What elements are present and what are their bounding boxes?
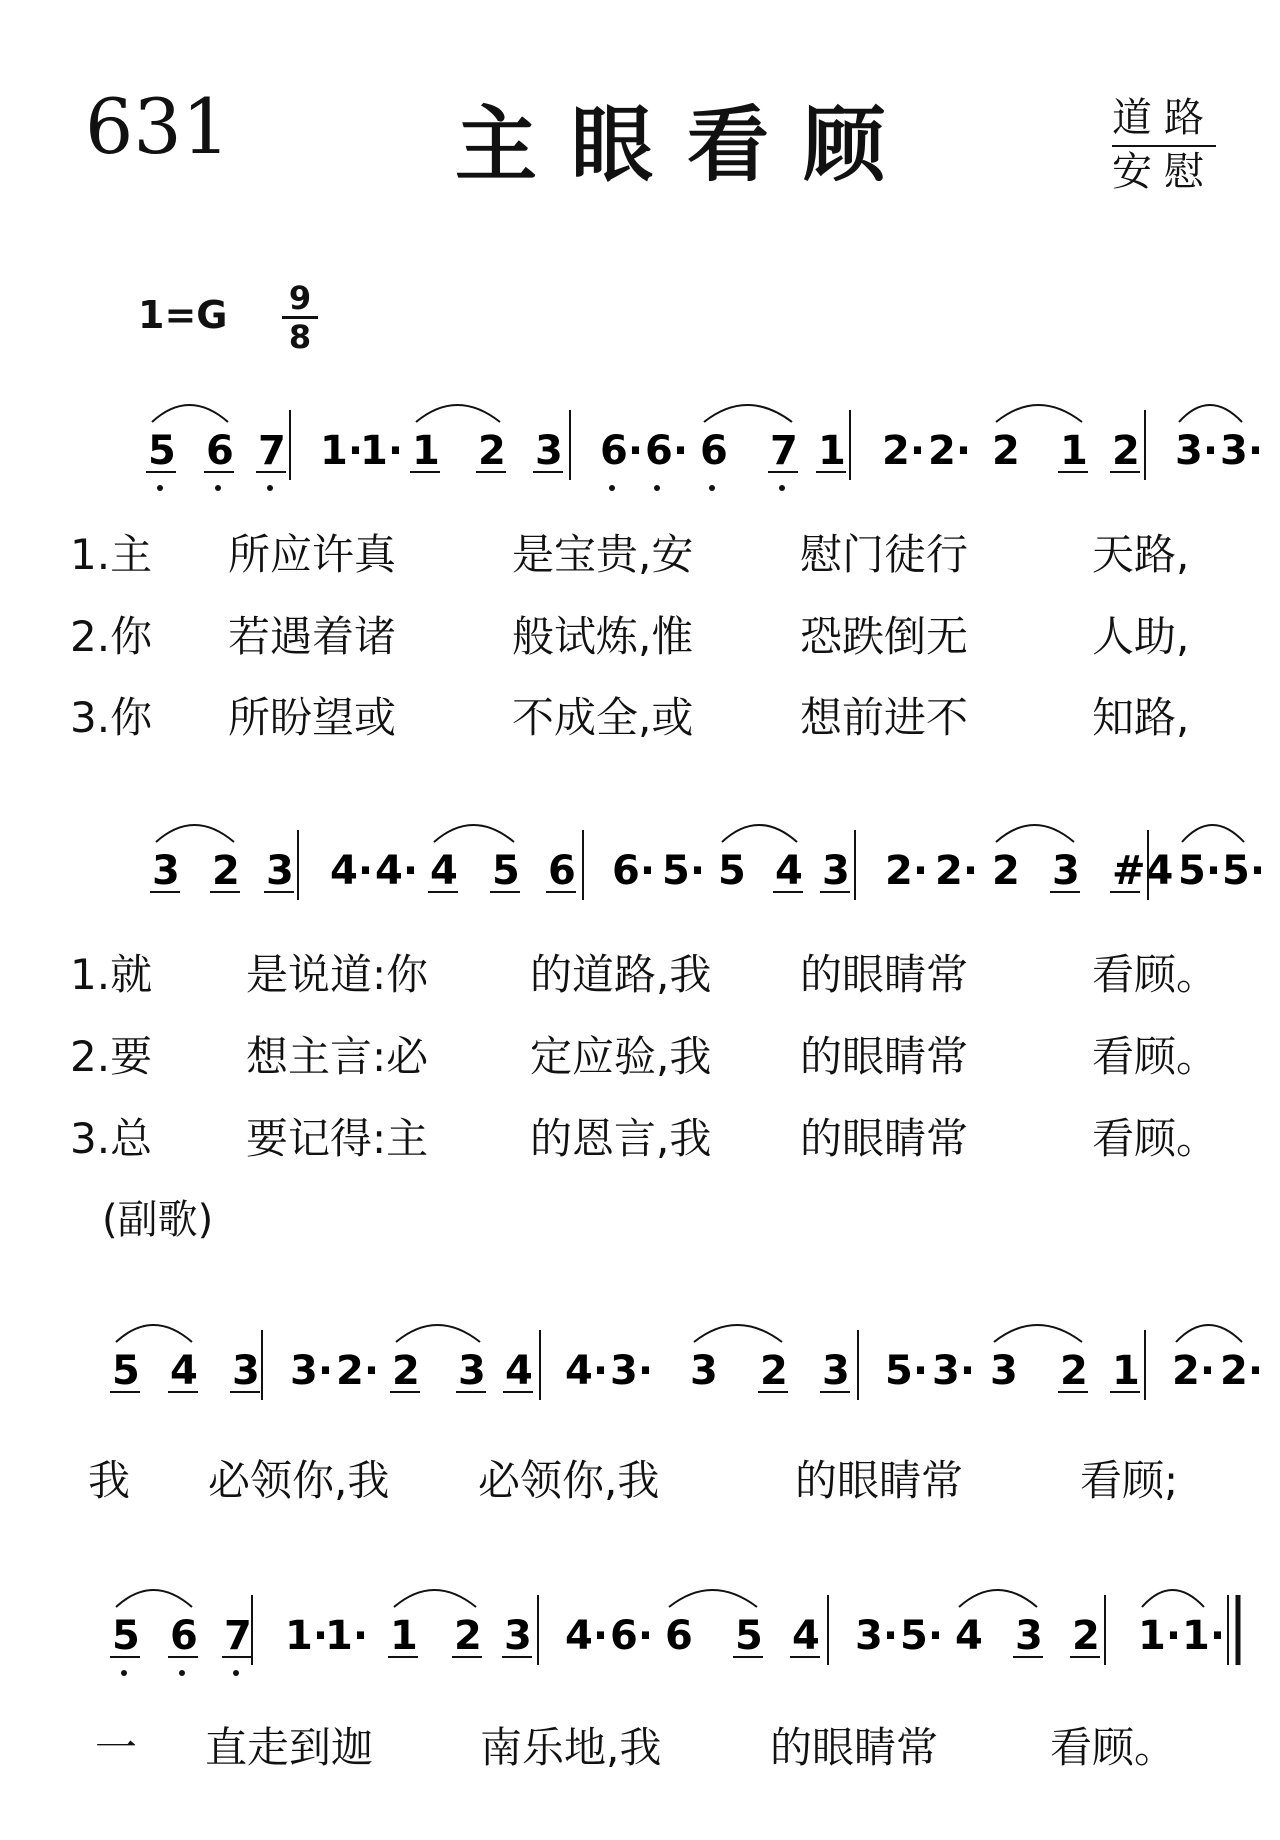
lyric-segment: 的眼睛常 — [770, 1723, 939, 1772]
lyric-segment: 是说道:你 — [246, 950, 429, 999]
slur-arc — [1182, 825, 1244, 842]
note: 3 — [232, 1348, 260, 1394]
notation-svg — [0, 800, 1280, 950]
note: 3· — [855, 1613, 899, 1659]
note: 7 — [258, 428, 286, 474]
lyric-segment: 想前进不 — [800, 693, 969, 742]
lyric-segment: 一 — [95, 1723, 138, 1772]
note: 4· — [330, 848, 374, 894]
slur-arc — [722, 825, 797, 842]
note: 3· — [610, 1348, 654, 1394]
note: 1 — [1112, 1348, 1140, 1394]
note: 1 — [390, 1613, 418, 1659]
note: 2· — [935, 848, 979, 894]
note: 5· — [900, 1613, 944, 1659]
note: 6· — [612, 848, 656, 894]
note: 6· — [610, 1613, 654, 1659]
note: 2 — [992, 848, 1020, 894]
lyric-line-4 — [0, 1715, 1280, 1775]
meter-bottom: 8 — [282, 316, 318, 355]
low-octave-dot — [233, 1670, 239, 1676]
note: 2 — [1060, 1348, 1088, 1394]
lyric-segment: 看顾。 — [1050, 1723, 1177, 1772]
note: 3 — [266, 848, 294, 894]
note: 3 — [458, 1348, 486, 1394]
lyric-segment: 看顾。 — [1092, 950, 1219, 999]
note: #4 — [1112, 848, 1174, 894]
note: 1· — [1138, 1613, 1182, 1659]
note: 1· — [1182, 1613, 1226, 1659]
notation-line-1 — [0, 380, 1280, 530]
note: 1· — [325, 1613, 369, 1659]
lyric-segment: 定应验,我 — [530, 1032, 712, 1081]
lyric-segment: 不成全,或 — [512, 693, 694, 742]
note: 3 — [690, 1348, 718, 1394]
hymn-number: 631 — [85, 82, 231, 171]
note: 1 — [1060, 428, 1088, 474]
lyric-segment: 知路, — [1092, 693, 1190, 742]
lyric-segment: 的眼睛常 — [800, 1032, 969, 1081]
notation-svg — [0, 1300, 1280, 1450]
notation-line-3 — [0, 1300, 1280, 1450]
note: 5 — [718, 848, 746, 894]
lyric-segment: 看顾。 — [1092, 1032, 1219, 1081]
low-octave-dot — [267, 485, 273, 491]
slur-arc — [996, 825, 1074, 842]
note: 1· — [360, 428, 404, 474]
note: 6 — [665, 1613, 693, 1659]
lyric-segment: 必领你,我 — [478, 1456, 660, 1505]
note: 5 — [492, 848, 520, 894]
low-octave-dot — [215, 485, 221, 491]
note: 2 — [478, 428, 506, 474]
note: 4· — [565, 1348, 609, 1394]
credit-category: 安慰 — [1112, 149, 1216, 195]
lyric-segment: 南乐地,我 — [480, 1723, 662, 1772]
note: 3· — [290, 1348, 334, 1394]
low-octave-dot — [779, 485, 785, 491]
note: 6· — [600, 428, 644, 474]
lyric-segment: 若遇着诸 — [228, 612, 397, 661]
note: 2 — [760, 1348, 788, 1394]
notation-svg — [0, 1565, 1280, 1715]
lyric-segment: 直走到迦 — [205, 1723, 374, 1772]
note: 3 — [535, 428, 563, 474]
note: 3· — [932, 1348, 976, 1394]
lyric-line-1-verse-3 — [0, 685, 1280, 745]
note: 1 — [818, 428, 846, 474]
note: 4· — [375, 848, 419, 894]
lyric-segment: 1.就 — [70, 950, 153, 999]
lyric-line-2-verse-3 — [0, 1106, 1280, 1166]
note: 7 — [770, 428, 798, 474]
lyric-segment: 2.要 — [70, 1032, 153, 1081]
notation-svg — [0, 380, 1280, 530]
slur-arc — [704, 405, 792, 422]
slur-arc — [416, 405, 500, 422]
lyric-segment: 是宝贵,安 — [512, 530, 694, 579]
lyric-segment: 看顾。 — [1092, 1114, 1219, 1163]
note: 3· — [1175, 428, 1219, 474]
slur-arc — [1179, 405, 1242, 422]
note: 2 — [1112, 428, 1140, 474]
lyric-segment: 的恩言,我 — [530, 1114, 712, 1163]
note: 3 — [504, 1613, 532, 1659]
lyric-segment: 想主言:必 — [246, 1032, 429, 1081]
hymn-title: 主眼看顾 — [455, 98, 920, 193]
lyric-segment: 人助, — [1092, 612, 1190, 661]
note: 3 — [822, 848, 850, 894]
lyric-segment: 慰门徒行 — [800, 530, 969, 579]
lyric-segment: 1.主 — [70, 530, 153, 579]
note: 3 — [990, 1348, 1018, 1394]
lyric-segment: 3.你 — [70, 693, 153, 742]
lyric-segment: 般试炼,惟 — [512, 612, 694, 661]
slur-arc — [396, 1325, 480, 1342]
slur-arc — [959, 1590, 1037, 1607]
credit-lyricist: 道路 — [1112, 86, 1216, 147]
note: 2 — [1072, 1613, 1100, 1659]
note: 4· — [565, 1613, 609, 1659]
low-octave-dot — [609, 485, 615, 491]
note: 7 — [224, 1613, 252, 1659]
key-signature: 1=G — [138, 293, 228, 337]
low-octave-dot — [654, 485, 660, 491]
notation-line-4 — [0, 1565, 1280, 1715]
note: 2 — [454, 1613, 482, 1659]
note: 3· — [1220, 428, 1264, 474]
note: 2· — [336, 1348, 380, 1394]
lyric-segment: 的眼睛常 — [800, 950, 969, 999]
note: 5 — [112, 1348, 140, 1394]
note: 1· — [320, 428, 364, 474]
note: 2· — [1220, 1348, 1264, 1394]
lyric-segment: 必领你,我 — [208, 1456, 390, 1505]
lyric-segment: 我 — [88, 1456, 131, 1505]
slur-arc — [694, 1325, 782, 1342]
lyric-line-1-verse-1 — [0, 522, 1280, 582]
slur-arc — [996, 405, 1082, 422]
low-octave-dot — [179, 1670, 185, 1676]
note: 3 — [152, 848, 180, 894]
note: 3 — [822, 1348, 850, 1394]
note: 4 — [792, 1613, 820, 1659]
lyric-segment: 看顾; — [1080, 1456, 1179, 1505]
note: 4 — [170, 1348, 198, 1394]
note: 6 — [700, 428, 728, 474]
lyric-segment: 3.总 — [70, 1114, 153, 1163]
note: 6 — [170, 1613, 198, 1659]
note: 2 — [212, 848, 240, 894]
lyric-segment: 天路, — [1092, 530, 1190, 579]
note: 5· — [1222, 848, 1266, 894]
time-signature — [282, 280, 318, 355]
chorus-label: (副歌) — [102, 1197, 214, 1243]
low-octave-dot — [157, 485, 163, 491]
note: 2· — [885, 848, 929, 894]
lyric-segment: 所盼望或 — [228, 693, 397, 742]
meter-top: 9 — [288, 279, 312, 317]
note: 2 — [392, 1348, 420, 1394]
note: 4 — [430, 848, 458, 894]
note: 5 — [148, 428, 176, 474]
low-octave-dot — [709, 485, 715, 491]
note: 1 — [412, 428, 440, 474]
note: 4 — [505, 1348, 533, 1394]
note: 3 — [1052, 848, 1080, 894]
note: 5· — [662, 848, 706, 894]
notation-line-2 — [0, 800, 1280, 950]
note: 4 — [955, 1613, 983, 1659]
low-octave-dot — [121, 1670, 127, 1676]
lyric-segment: 的眼睛常 — [800, 1114, 969, 1163]
note: 1· — [285, 1613, 329, 1659]
note: 5· — [1178, 848, 1222, 894]
note: 2 — [992, 428, 1020, 474]
note: 5· — [885, 1348, 929, 1394]
note: 6 — [206, 428, 234, 474]
note: 2· — [928, 428, 972, 474]
slur-arc — [994, 1325, 1082, 1342]
lyric-line-3 — [0, 1448, 1280, 1508]
lyric-segment: 的道路,我 — [530, 950, 712, 999]
slur-arc — [1142, 1590, 1204, 1607]
note: 2· — [882, 428, 926, 474]
lyric-segment: 要记得:主 — [246, 1114, 429, 1163]
lyric-segment: 恐跌倒无 — [800, 612, 969, 661]
lyric-line-2-verse-2 — [0, 1024, 1280, 1084]
slur-arc — [394, 1590, 476, 1607]
slur-arc — [1176, 1325, 1242, 1342]
slur-arc — [669, 1590, 757, 1607]
note: 5 — [112, 1613, 140, 1659]
note: 2· — [1172, 1348, 1216, 1394]
slur-arc — [152, 405, 228, 422]
lyric-line-2-verse-1 — [0, 942, 1280, 1002]
lyric-segment: 所应许真 — [228, 530, 397, 579]
slur-arc — [116, 1590, 192, 1607]
note: 4 — [775, 848, 803, 894]
slur-arc — [434, 825, 514, 842]
slur-arc — [116, 1325, 192, 1342]
lyric-segment: 2.你 — [70, 612, 153, 661]
lyric-line-1-verse-2 — [0, 604, 1280, 664]
note: 5 — [735, 1613, 763, 1659]
note: 3 — [1015, 1613, 1043, 1659]
note: 6· — [645, 428, 689, 474]
slur-arc — [156, 825, 234, 842]
lyric-segment: 的眼睛常 — [795, 1456, 964, 1505]
note: 6 — [548, 848, 576, 894]
